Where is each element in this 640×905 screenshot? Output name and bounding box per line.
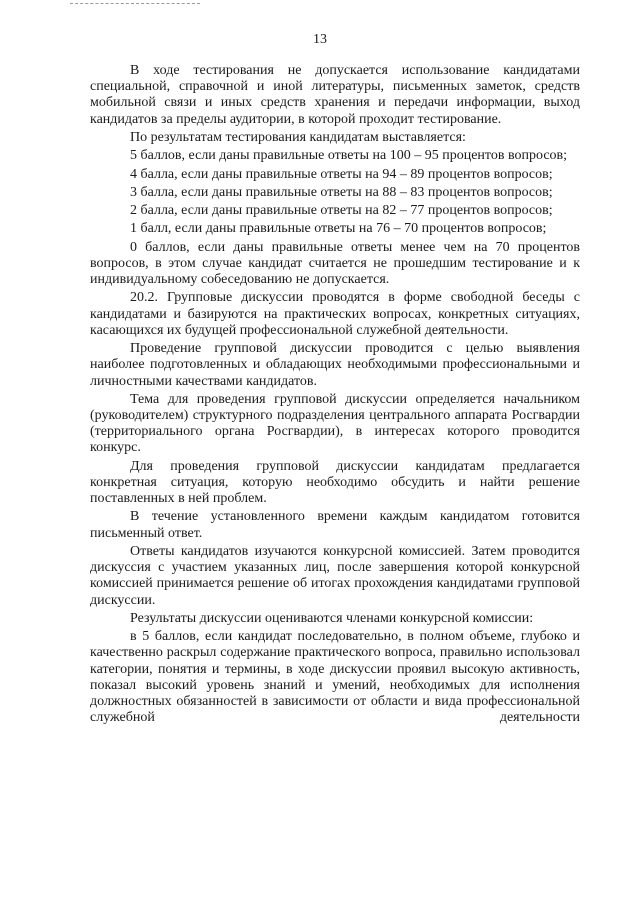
page-number: 13 xyxy=(313,32,327,47)
paragraph-score-4: 4 балла, если даны правильные ответы на 94 – 89 процентов вопросов; xyxy=(130,166,553,182)
paragraph-discussion-results: Результаты дискуссии оцениваются членами конкурсной комиссии: xyxy=(130,610,534,626)
paragraph-discussion-situation: Для проведения групповой дискуссии кандидатам предлагается конкретная ситуация, которую необходимо обсудить и найти решение поставленных в ней проблем. xyxy=(90,458,580,507)
paragraph-discussion-purpose: Проведение групповой дискуссии проводится с целью выявления наиболее подготовленных и обладающих необходимыми профессиональными и личностными качествами кандидатов. xyxy=(90,341,580,389)
paragraph-score-0: 0 баллов, если даны правильные ответы менее чем на 70 процентов вопросов, в этом случае кандидат считается не прошедшим тестирование и к индивидуальному собеседованию не допускается. xyxy=(90,239,580,288)
paragraph-score-2: 2 балла, если даны правильные ответы на 82 – 77 процентов вопросов; xyxy=(130,203,553,219)
paragraph-discussion-score-5: в 5 баллов, если кандидат последовательно, в полном объеме, глубоко и качественно раскрыл содержание практического вопроса, правильно использовал категории, понятия и термины, в ходе дискуссии проявил высокую активность, показал высокий уровень знаний и умений, необходимых для исполнения должностных обязанностей в зависимости от области и вида профессиональной служебной деятельности xyxy=(90,629,580,726)
paragraph-results-intro: По результатам тестирования кандидатам выставляется: xyxy=(130,129,466,145)
paragraph-score-1: 1 балл, если даны правильные ответы на 76 – 70 процентов вопросов; xyxy=(130,221,547,237)
paragraph-written-answer: В течение установленного времени каждым кандидатом готовится письменный ответ. xyxy=(90,509,580,541)
paragraph-discussion-topic: Тема для проведения групповой дискуссии определяется начальником (руководителем) структурного подразделения центрального аппарата Росгвардии (территориального органа Росгвардии), в интересах которого проводится конкурс. xyxy=(90,391,580,456)
paragraph-answers-review: Ответы кандидатов изучаются конкурсной комиссией. Затем проводится дискуссия с участием указанных лиц, после завершения которой конкурсной комиссией принимается решение об итогах прохождения кандидатами групповой дискуссии. xyxy=(90,543,580,608)
paragraph-score-3: 3 балла, если даны правильные ответы на 88 – 83 процентов вопросов; xyxy=(130,184,553,200)
paragraph-group-discussion: 20.2. Групповые дискуссии проводятся в форме свободной беседы с кандидатами и базируются на практических вопросах, конкретных ситуациях, касающихся их будущей профессиональной служебной деятельности. xyxy=(90,290,580,338)
top-edge-line xyxy=(70,3,200,4)
document-body xyxy=(90,63,580,728)
paragraph-testing-rules: В ходе тестирования не допускается использование кандидатами специальной, справочной и иной литературы, письменных заметок, средств мобильной связи и иных средств хранения и передачи информации, выход кандидатов за пределы аудитории, в которой проходит тестирование. xyxy=(90,63,580,127)
paragraph-score-5: 5 баллов, если даны правильные ответы на 100 – 95 процентов вопросов; xyxy=(130,148,568,164)
